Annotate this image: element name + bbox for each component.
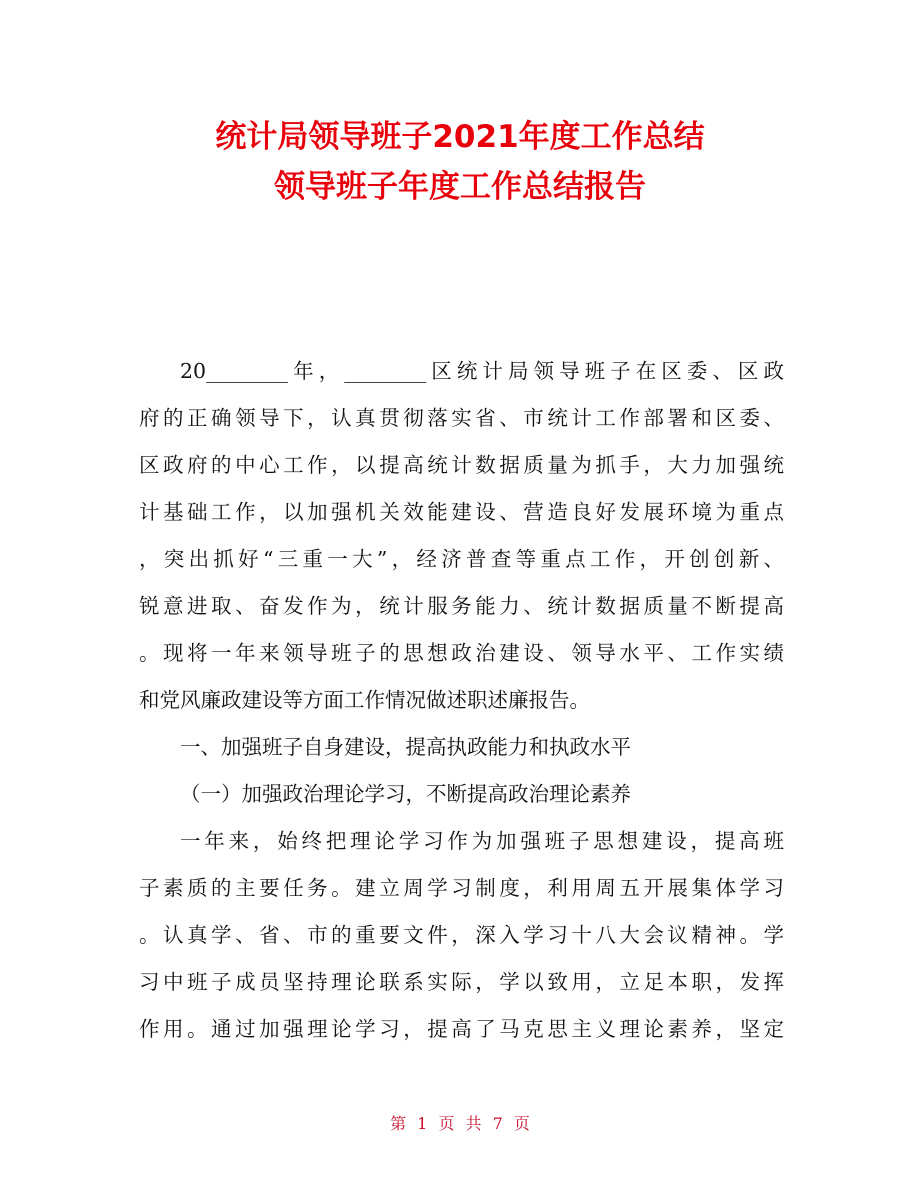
page-number-footer: 第 1 页 共 7 页	[390, 1114, 530, 1133]
document-title	[0, 112, 920, 212]
section-heading: 一、加强班子自身建设，提高执政能力和执政水平	[180, 735, 631, 759]
subsection-heading: （一）加强政治理论学习，不断提高政治理论素养	[180, 782, 631, 806]
body-line: 计基础工作，以加强机关效能建设、营造良好发展环境为重点	[139, 500, 784, 524]
body-line: 一年来，始终把理论学习作为加强班子思想建设，提高班	[180, 829, 784, 853]
body-line: 子素质的主要任务。建立周学习制度，利用周五开展集体学习	[139, 876, 784, 900]
title-line-sub: 领导班子年度工作总结报告	[274, 169, 646, 205]
body-line: 习中班子成员坚持理论联系实际，学以致用，立足本职，发挥	[139, 970, 784, 994]
body-line: 。认真学、省、市的重要文件，深入学习十八大会议精神。学	[139, 923, 784, 947]
body-line: 。现将一年来领导班子的思想政治建设、领导水平、工作实绩	[139, 641, 784, 665]
body-line: 府的正确领导下，认真贯彻落实省、市统计工作部署和区委、	[139, 406, 784, 430]
body-line: ，突出抓好“三重一大”，经济普查等重点工作，开创创新、	[139, 547, 784, 571]
body-line: 和党风廉政建设等方面工作情况做述职述廉报告。	[139, 688, 590, 712]
body-line: 锐意进取、奋发作为，统计服务能力、统计数据质量不断提高	[139, 594, 784, 618]
body-line: 区政府的中心工作，以提高统计数据质量为抓手，大力加强统	[139, 453, 784, 477]
title-line-main: 统计局领导班子2021年度工作总结	[215, 119, 705, 155]
body-line: 20________年，________区统计局领导班子在区委、区政	[180, 359, 784, 383]
body-line: 作用。通过加强理论学习，提高了马克思主义理论素养，坚定	[139, 1017, 784, 1041]
document-body	[139, 348, 784, 1053]
